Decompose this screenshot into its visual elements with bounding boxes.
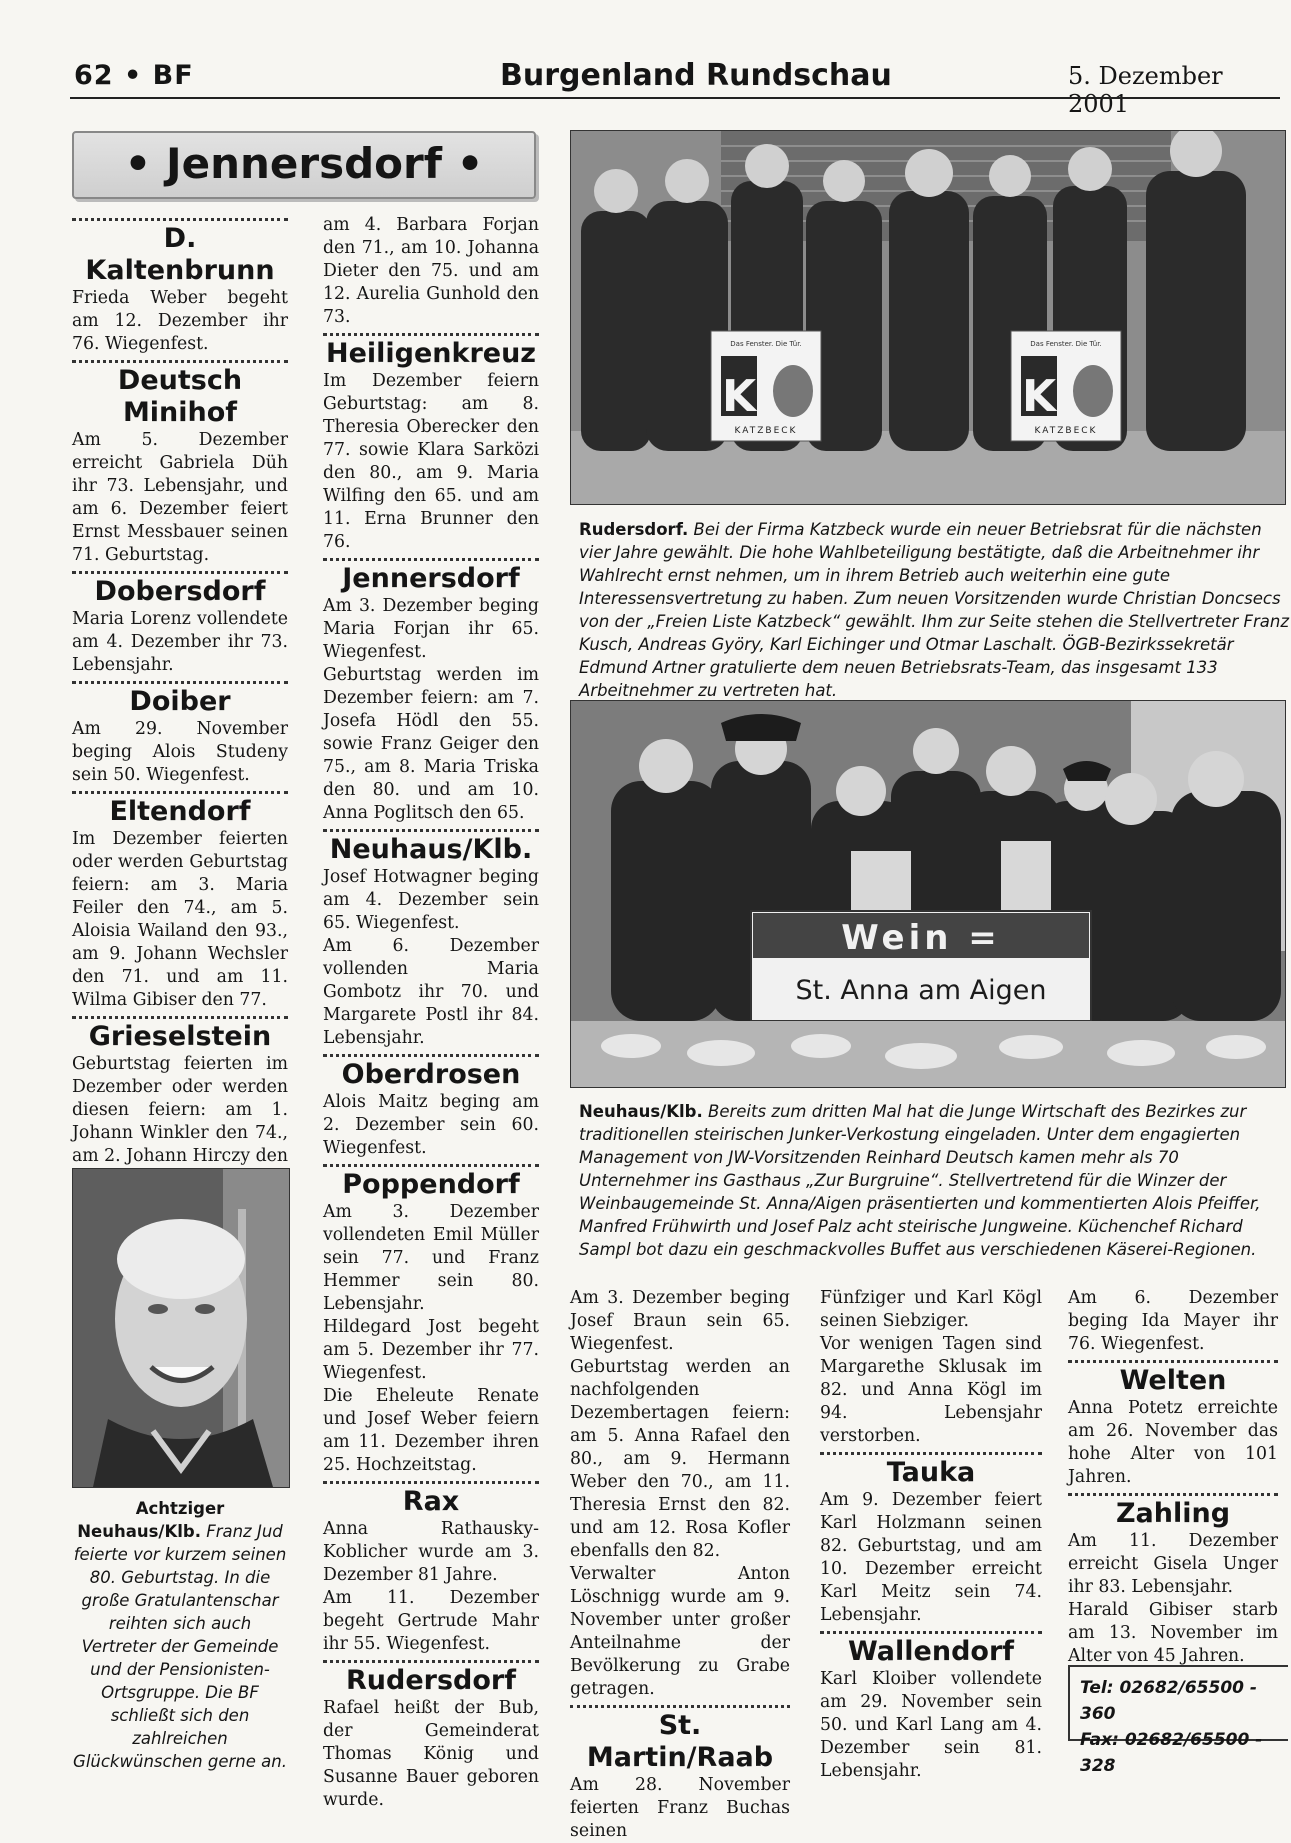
section-heading: Doiber (129, 686, 231, 717)
section-heading: Oberdrosen (341, 1059, 521, 1090)
section-text: Alois Maitz beging am 2. Dezember sein 60. Wiegenfest. (323, 1092, 539, 1158)
group-photo-image (571, 131, 1285, 504)
divider (323, 1164, 539, 1167)
section-text: Am 3. Dezember beging Maria Forjan ihr 65. Wiegenfest. (323, 596, 539, 662)
region-banner: • Jennersdorf • (72, 131, 536, 199)
divider (72, 791, 288, 794)
divider (1068, 1360, 1278, 1363)
section-text: Am 6. Dezember beging Ida Mayer ihr 76. Wiegenfest. (1068, 1288, 1278, 1354)
divider (323, 1481, 539, 1484)
section-heading: Welten (1119, 1365, 1227, 1396)
divider (323, 333, 539, 336)
section-text: Karl Kloiber vollendete am 29. November sein 50. und Karl Lang am 4. Dezember sein 81. Lebensjahr. (820, 1669, 1042, 1781)
section-text: Anna Rathausky-Koblicher wurde am 3. Dezember 81 Jahre. (323, 1519, 539, 1585)
divider (820, 1452, 1042, 1455)
section-text: Verwalter Anton Löschnigg wurde am 9. November unter großer Anteilnahme der Bevölkerung zu Grabe getragen. (570, 1564, 790, 1699)
header-rule (70, 97, 1280, 99)
contact-tel: Tel: 02682/65500 - 360 (1080, 1678, 1257, 1724)
divider (323, 558, 539, 561)
divider (72, 360, 288, 363)
divider (323, 829, 539, 832)
section-text: Am 29. November beging Alois Studeny sein 50. Wiegenfest. (72, 719, 288, 785)
section-heading: Rax (402, 1486, 460, 1517)
photo-katzbeck-group (570, 130, 1286, 505)
section-heading: Eltendorf (109, 796, 251, 827)
caption-lead: Neuhaus/Klb. (77, 1522, 201, 1541)
sign-line-1: Wein = (841, 918, 1001, 958)
section-heading: Tauka (886, 1457, 976, 1488)
portrait-image (73, 1169, 289, 1487)
caption-text: Bereits zum dritten Mal hat die Junge Wirtschaft des Bezirkes zur traditionellen steirischen Junker-Verkostung eingeladen. Unter dem engagierten Management von JW-Vorsitzenden Reinhard Deutsch kamen mehr als 70 Unternehmer ins Gasthaus „Zur Burgruine“. Stellvertretend für die Winzer der Weinbaugemeinde St. Anna/Aigen präsentierten und kommentierten Alois Pfeiffer, Manfred Frühwirth und Josef Palz acht steirische Jungweine. Küchenchef Richard Sampl bot dazu ein geschmackvolles Buffet aus verschiedenen Käserei-Regionen. (579, 1102, 1261, 1259)
sign-right-brand: KATZBECK (1034, 426, 1098, 436)
section-heading: St. Martin/Raab (586, 1710, 774, 1773)
divider (323, 1660, 539, 1663)
caption-lead: Neuhaus/Klb. (579, 1102, 703, 1121)
divider (1068, 1493, 1278, 1496)
divider (72, 571, 288, 574)
sign-left-tagline: Das Fenster. Die Tür. (730, 340, 802, 348)
section-heading: Dobersdorf (94, 576, 266, 607)
column-4 (820, 1287, 1042, 1783)
caption-text: Bei der Firma Katzbeck wurde ein neuer Betriebsrat für die nächsten vier Jahre gewählt. Die hohe Wahlbeteiligung bestätigte, daß die Arbeitnehmer ihr Wahlrecht ernst nehmen, um in ihrem Betrieb auch weiterhin eine gute Interessensvertretung zu haben. Zum neuen Vorsitzenden wurde Christian Doncsecs von der „Freien Liste Katzbeck“ gewählt. Ihm zur Seite stehen die Stellvertreter Franz Kusch, Andreas Györy, Karl Eichinger und Otmar Laschalt. ÖGB-Bezirkssekretär Edmund Artner gratulierte dem neuen Betriebsrats-Team, das insgesamt 133 Arbeitnehmer zu vertreten hat. (579, 520, 1289, 700)
caption-lead: Rudersdorf. (579, 520, 689, 539)
column-5 (1068, 1287, 1278, 1668)
section-text: Harald Gibiser starb am 13. November im Alter von 45 Jahren. (1068, 1600, 1278, 1666)
section-heading: Heiligenkreuz (325, 338, 537, 369)
section-text: Vor wenigen Tagen sind Margarethe Sklusak im 82. und Anna Kögl im 94. Lebensjahr verstorben. (820, 1334, 1042, 1446)
section-text: Geburtstag werden im Dezember feiern: am 7. Josefa Hödl den 55. sowie Franz Geiger den 75., am 8. Maria Triska den 80. und am 10. Anna Poglitsch den 65. (323, 665, 539, 823)
contact-box (1068, 1665, 1288, 1776)
section-text: Im Dezember feierten oder werden Geburtstag feiern: am 3. Maria Feiler den 74., am 5. Aloisia Wailand den 93., am 9. Johann Wechsler den 71. und am 11. Wilma Gibiser den 77. (72, 829, 288, 1010)
section-text: Fünfziger und Karl Kögl seinen Siebziger. (820, 1288, 1042, 1331)
issue-date: 5. Dezember 2001 (1068, 62, 1223, 118)
photo-caption-tasting (579, 1100, 1291, 1261)
divider (570, 1705, 790, 1708)
section-heading: Deutsch Minihof (117, 365, 243, 428)
section-text: Rafael heißt der Bub, der Gemeinderat Thomas König und Susanne Bauer geboren wurde. (323, 1698, 539, 1810)
section-heading: D. Kaltenbrunn (85, 223, 275, 286)
section-text: Die Eheleute Renate und Josef Weber feiern am 11. Dezember ihren 25. Hochzeitstag. (323, 1386, 539, 1475)
section-text: am 4. Barbara Forjan den 71., am 10. Johanna Dieter den 75. und am 12. Aurelia Gunhold den 73. (323, 215, 539, 327)
column-1 (72, 214, 288, 1191)
divider (72, 218, 288, 221)
section-text: Am 3. Dezember beging Josef Braun sein 65. Wiegenfest. (570, 1288, 790, 1354)
section-text: Am 5. Dezember erreicht Gabriela Düh ihr 73. Lebensjahr, und am 6. Dezember feiert Ernst Messbauer seinen 71. Geburtstag. (72, 430, 288, 565)
section-text: Am 3. Dezember vollendeten Emil Müller sein 77. und Franz Hemmer sein 80. Lebensjahr. (323, 1202, 539, 1314)
caption-title: Achtziger (135, 1499, 225, 1518)
sign-left-letter: K (721, 371, 757, 422)
section-heading: Zahling (1115, 1498, 1231, 1529)
section-text: Hildegard Jost begeht am 5. Dezember ihr 77. Wiegenfest. (323, 1317, 539, 1383)
divider (820, 1631, 1042, 1634)
portrait-photo (72, 1168, 290, 1488)
section-text: Am 9. Dezember feiert Karl Holzmann seinen 82. Geburtstag, und am 10. Dezember erreicht Karl Meitz sein 74. Lebensjahr. (820, 1490, 1042, 1625)
divider (323, 1054, 539, 1057)
sign-right-letter: K (1021, 371, 1057, 422)
divider (72, 681, 288, 684)
photo-junker-tasting (570, 700, 1286, 1088)
page-section: 62 • BF (74, 60, 194, 91)
section-text: Maria Lorenz vollendete am 4. Dezember ihr 73. Lebensjahr. (72, 609, 288, 675)
section-heading: Jennersdorf (342, 563, 520, 594)
sign-line-2: St. Anna am Aigen (795, 975, 1047, 1006)
sign-right-tagline: Das Fenster. Die Tür. (1030, 340, 1102, 348)
column-2 (323, 214, 539, 1812)
section-text: Josef Hotwagner beging am 4. Dezember sein 65. Wiegenfest. (323, 867, 539, 933)
section-text: Im Dezember feiern Geburtstag: am 8. Theresia Oberecker den 77. sowie Klara Sarközi den 80., am 9. Maria Wilfing den 65. und am 11. Erna Brunner den 76. (323, 371, 539, 552)
section-heading: Neuhaus/Klb. (329, 834, 533, 865)
section-heading: Wallendorf (847, 1636, 1015, 1667)
section-heading: Grieselstein (88, 1021, 272, 1052)
section-text: Am 11. Dezember erreicht Gisela Unger ihr 83. Lebensjahr. (1068, 1531, 1278, 1597)
section-text: Am 6. Dezember vollenden Maria Gombotz ihr 70. und Margarete Postl ihr 84. Lebensjahr. (323, 936, 539, 1048)
divider (72, 1016, 288, 1019)
photo-caption-katzbeck (579, 518, 1291, 702)
section-text: Am 28. November feierten Franz Buchas seinen (570, 1775, 790, 1841)
section-heading: Poppendorf (342, 1169, 520, 1200)
section-heading: Rudersdorf (346, 1665, 516, 1696)
newspaper-title: Burgenland Rundschau (500, 58, 892, 93)
portrait-caption (72, 1497, 288, 1773)
caption-text: Franz Jud feierte vor kurzem seinen 80. Geburtstag. In die große Gratulantenschar reihten sich auch Vertreter der Gemeinde und der Pensionisten-Ortsgruppe. Die BF schließt sich den zahlreichen Glückwünschen gerne an. (73, 1522, 287, 1771)
contact-fax: Fax: 02682/65500 - 328 (1080, 1730, 1263, 1776)
tasting-photo-image (571, 701, 1285, 1087)
section-text: Geburtstag feierten im Dezember oder werden diesen feiern: am 1. Johann Winkler den 74., am 2. Johann Hirczy den (72, 1054, 288, 1166)
column-3 (570, 1287, 790, 1843)
section-text: Am 11. Dezember begeht Gertrude Mahr ihr 55. Wiegenfest. (323, 1588, 539, 1654)
section-text: Anna Potetz erreichte am 26. November das hohe Alter von 101 Jahren. (1068, 1398, 1278, 1487)
sign-left-brand: KATZBECK (734, 426, 798, 436)
section-text: Frieda Weber begeht am 12. Dezember ihr 76. Wiegenfest. (72, 288, 288, 354)
section-text: Geburtstag werden an nachfolgenden Dezembertagen feiern: am 5. Anna Rafael den 80., am 9. Hermann Weber den 70., am 11. Theresia Ernst den 82. und am 12. Rosa Kofler ebenfalls den 82. (570, 1357, 790, 1561)
